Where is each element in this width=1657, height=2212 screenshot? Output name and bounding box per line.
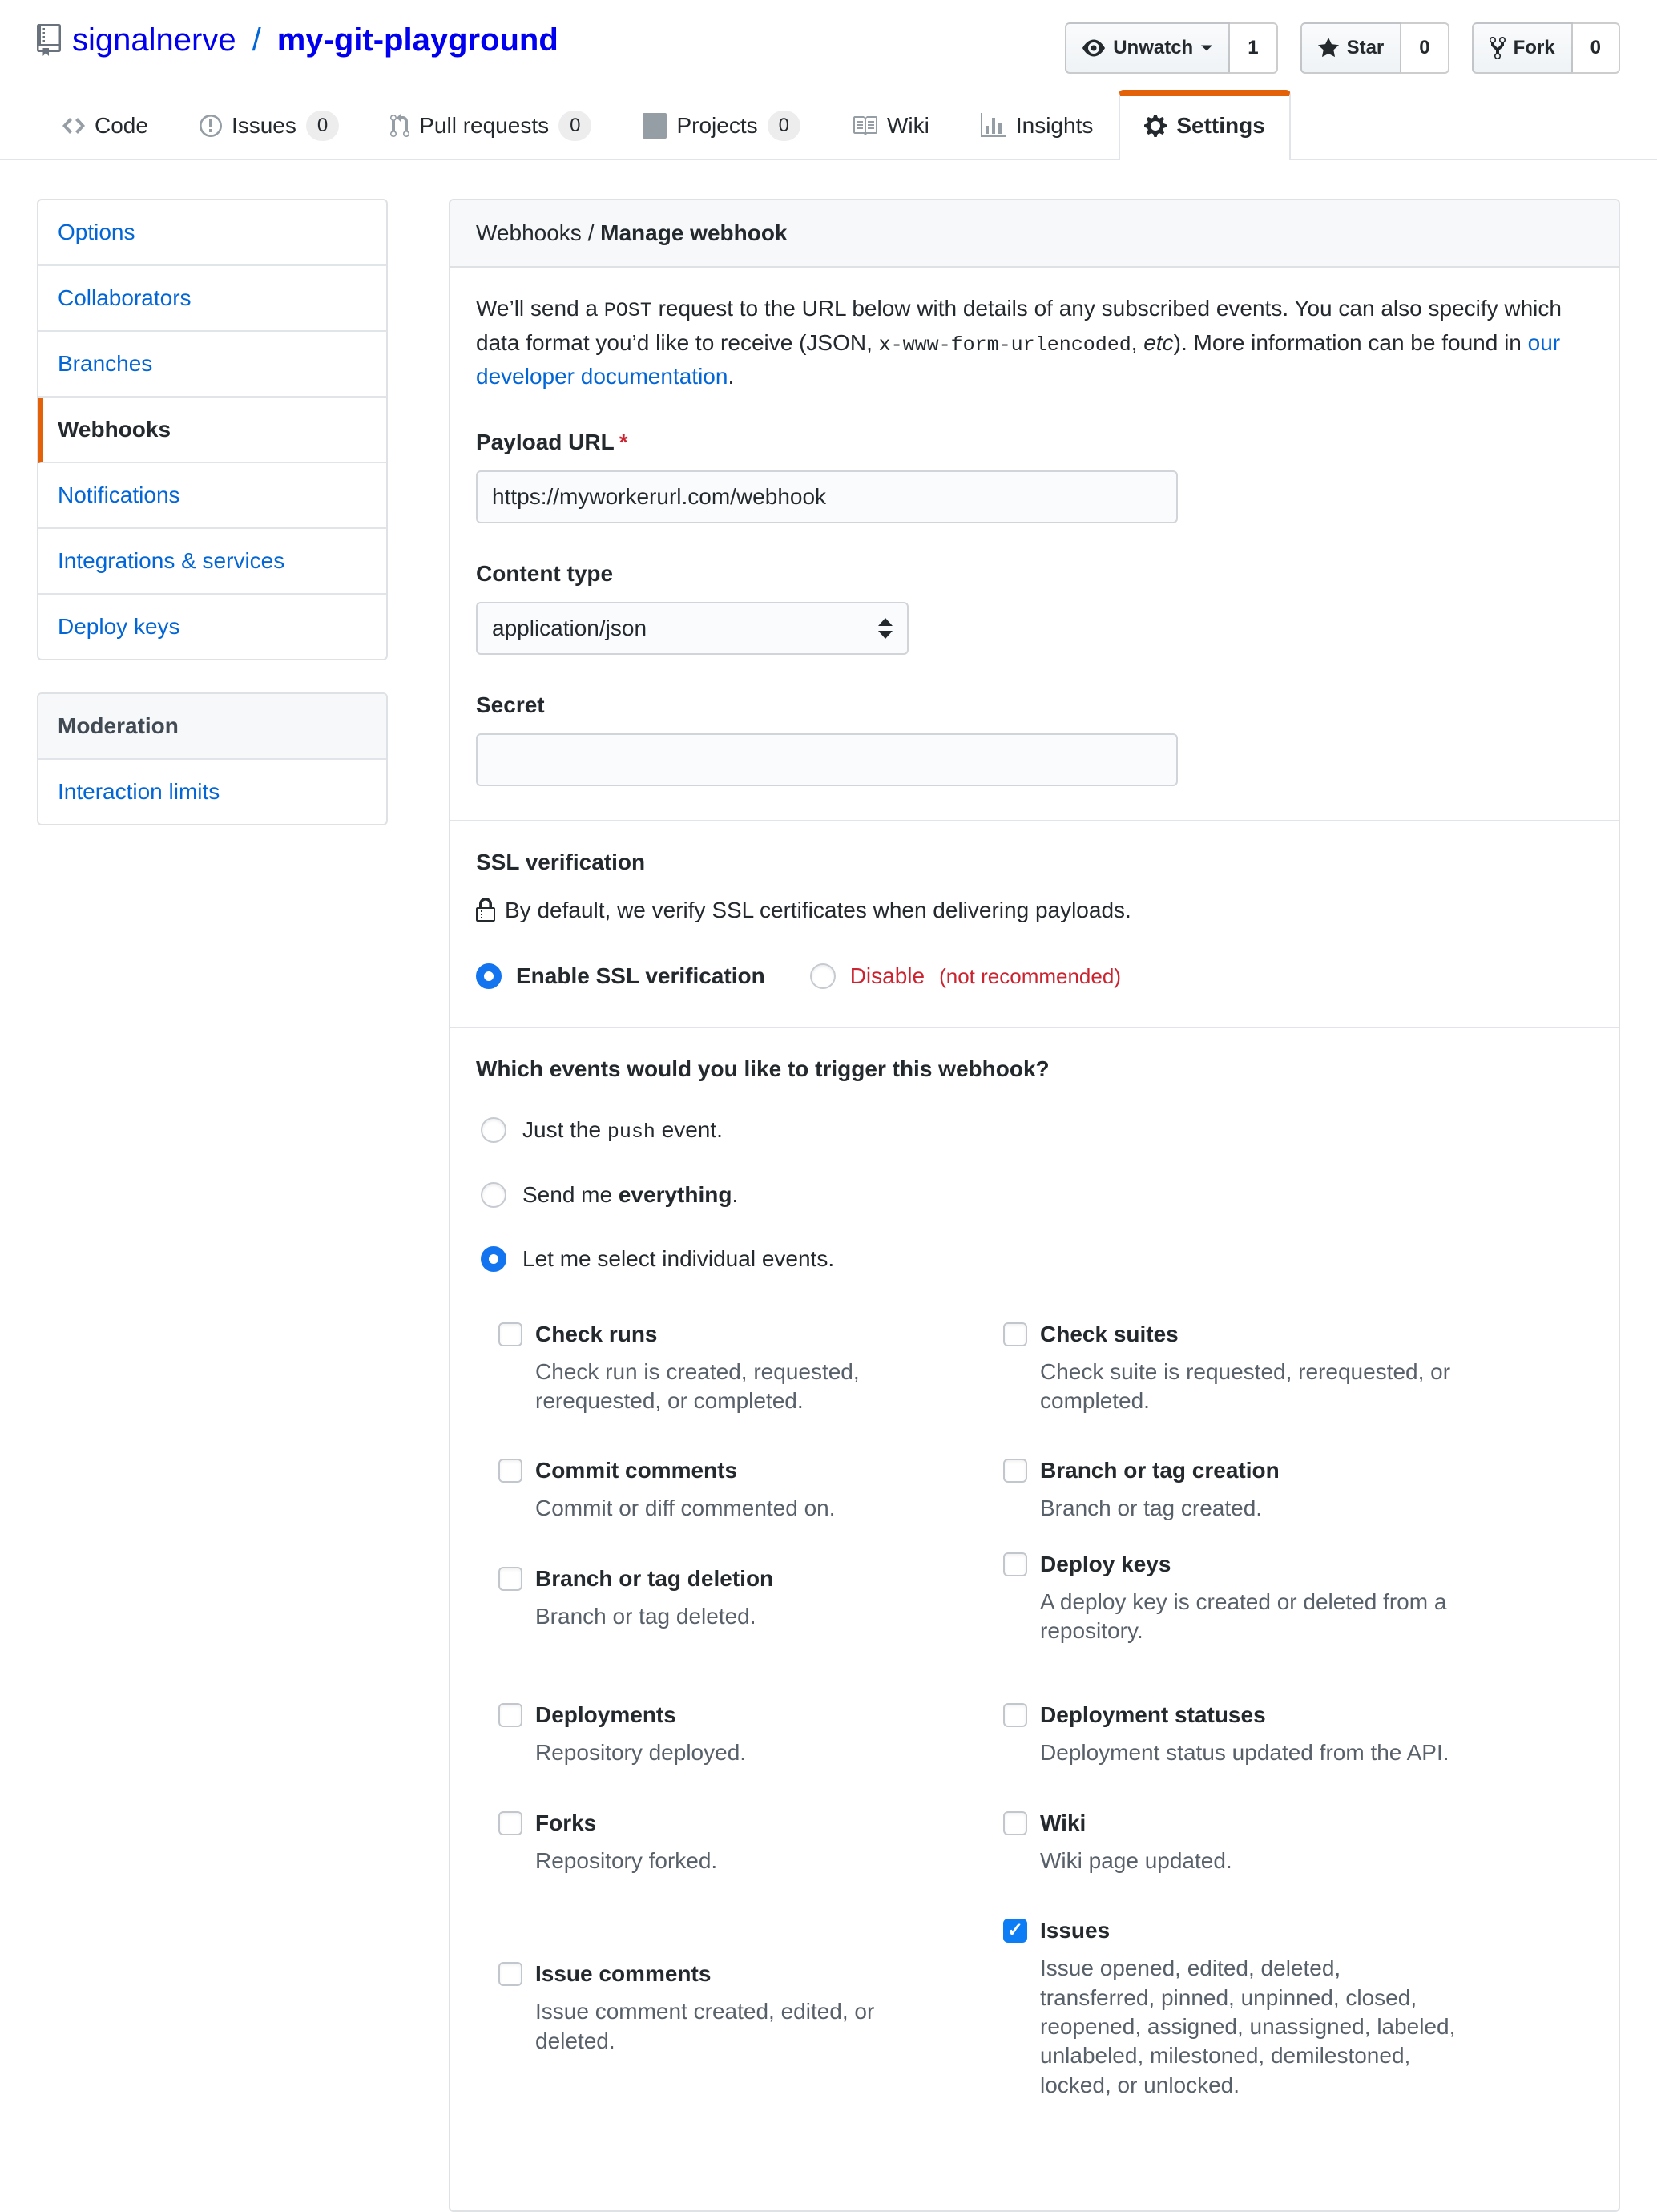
event-forks: Forks Repository forked.	[498, 1806, 1003, 1875]
settings-layout	[0, 160, 1657, 2212]
event-branch-tag-deletion: Branch or tag deletion Branch or tag deleted.	[498, 1562, 1003, 1661]
commit-comments-checkbox[interactable]	[498, 1459, 522, 1483]
event-grid	[498, 1318, 1593, 2101]
tab-wiki[interactable]	[826, 90, 955, 160]
tab-pull-requests[interactable]	[365, 90, 617, 160]
unwatch-label: Unwatch	[1113, 37, 1194, 59]
deployment-statuses-checkbox[interactable]	[1003, 1703, 1027, 1727]
branch-tag-creation-option[interactable]: Branch or tag creation	[1003, 1454, 1460, 1487]
sidebar-item-branches[interactable]: Branches	[38, 332, 386, 398]
gear-icon	[1144, 113, 1167, 139]
repo-title-separator: /	[252, 22, 261, 58]
webhook-card	[449, 199, 1620, 2212]
required-asterisk: *	[619, 430, 628, 454]
push-code: push	[607, 1120, 655, 1144]
check-suites-checkbox[interactable]	[1003, 1322, 1027, 1346]
events-question: Which events would you like to trigger this webhook?	[476, 1056, 1050, 1081]
issues-option[interactable]: ✓ Issues	[1003, 1914, 1460, 1948]
tab-insights[interactable]	[955, 90, 1119, 160]
code-icon	[62, 113, 85, 139]
check-runs-checkbox[interactable]	[498, 1322, 522, 1346]
deployments-option[interactable]: Deployments	[498, 1698, 955, 1732]
event-deployments: Deployments Repository deployed.	[498, 1698, 1003, 1767]
check-runs-option[interactable]: Check runs	[498, 1318, 955, 1351]
forks-checkbox[interactable]	[498, 1811, 522, 1835]
sidebar-item-interaction-limits[interactable]: Interaction limits	[58, 779, 220, 804]
watchers-count[interactable]: 1	[1230, 22, 1277, 74]
event-row	[498, 1454, 1593, 1523]
repo-nav	[0, 90, 1657, 160]
moderation-menu	[37, 692, 388, 825]
settings-menu	[37, 199, 388, 660]
send-everything-radio[interactable]	[481, 1182, 506, 1208]
fork-button-group	[1472, 22, 1620, 74]
graph-icon	[981, 113, 1006, 139]
events-section	[450, 1028, 1619, 2210]
select-individual-option[interactable]: Let me select individual events.	[481, 1242, 1593, 1276]
breadcrumb-current: Manage webhook	[600, 220, 788, 245]
select-individual-radio[interactable]	[481, 1246, 506, 1272]
tab-settings[interactable]	[1119, 90, 1290, 160]
select-arrows-icon	[878, 618, 893, 639]
post-code: POST	[603, 299, 652, 322]
event-row	[498, 1914, 1593, 2100]
sidebar-item-integrations[interactable]: Integrations & services	[38, 529, 386, 595]
event-branch-tag-creation: Branch or tag creation Branch or tag created.	[1003, 1454, 1508, 1523]
ssl-section	[450, 821, 1619, 1028]
event-issues: ✓ Issues Issue opened, edited, deleted, transferred, pinned, unpinned, closed, reopened, assigned, unassigned, labeled, unlabeled, milestoned, demilestoned, locked, or unlocked.	[1003, 1914, 1508, 2100]
secret-label: Secret	[476, 692, 545, 717]
event-deploy-keys: Deploy keys A deploy key is created or deleted from a repository.	[1003, 1548, 1508, 1646]
event-row	[498, 1698, 1593, 1767]
enable-ssl-option[interactable]	[476, 959, 765, 993]
fork-label: Fork	[1513, 37, 1555, 59]
pull-requests-counter: 0	[558, 111, 591, 140]
star-icon	[1318, 36, 1339, 60]
fork-button[interactable]	[1472, 22, 1573, 74]
sidebar-item-deploy-keys[interactable]: Deploy keys	[58, 614, 180, 639]
moderation-header: Moderation	[38, 694, 386, 760]
forks-count[interactable]: 0	[1573, 22, 1620, 74]
sidebar-item-webhooks[interactable]: Webhooks	[38, 398, 386, 463]
projects-counter: 0	[768, 111, 800, 140]
breadcrumb-section: Webhooks	[476, 220, 582, 245]
payload-url-label: Payload URL *	[476, 430, 628, 454]
payload-url-group	[476, 426, 1593, 523]
deploy-keys-checkbox[interactable]	[1003, 1552, 1027, 1576]
just-push-option[interactable]: Just the push event.	[481, 1113, 1593, 1148]
just-push-radio[interactable]	[481, 1117, 506, 1143]
unwatch-button[interactable]	[1065, 22, 1230, 74]
lock-icon	[476, 898, 495, 923]
tab-projects-label: Projects	[676, 113, 758, 138]
event-row	[498, 1318, 1593, 1416]
issue-comments-checkbox[interactable]	[498, 1962, 522, 1986]
intro-text: We’ll send a POST request to the URL below with details of any subscribed events. You can also specify which data format you’d like to receive (JSON, x-www-form-urlencoded, etc). More information can be found in our developer documentation.	[476, 296, 1562, 389]
watch-button-group	[1065, 22, 1277, 74]
tab-issues-label: Issues	[231, 113, 296, 138]
caret-down-icon	[1201, 45, 1212, 51]
deployments-checkbox[interactable]	[498, 1703, 522, 1727]
check-suites-option[interactable]: Check suites	[1003, 1318, 1460, 1351]
event-deployment-statuses: Deployment statuses Deployment status updated from the API.	[1003, 1698, 1508, 1767]
breadcrumb-separator: /	[581, 220, 601, 245]
event-check-runs: Check runs Check run is created, requested, rerequested, or completed.	[498, 1318, 1003, 1416]
issues-counter: 0	[306, 111, 339, 140]
payload-url-input[interactable]	[476, 470, 1178, 523]
forks-option[interactable]: Forks	[498, 1806, 955, 1840]
tab-wiki-label: Wiki	[886, 113, 929, 138]
repo-name-link[interactable]: my-git-playground	[276, 22, 558, 58]
project-icon	[643, 113, 667, 139]
settings-sidebar	[37, 199, 388, 825]
stars-count[interactable]: 0	[1401, 22, 1449, 74]
event-commit-comments: Commit comments Commit or diff commented on.	[498, 1454, 1003, 1523]
tab-code[interactable]	[37, 90, 174, 160]
issue-comments-option[interactable]: Issue comments	[498, 1957, 955, 1991]
book-icon	[852, 113, 877, 139]
event-check-suites: Check suites Check suite is requested, rerequested, or completed.	[1003, 1318, 1508, 1416]
secret-group	[476, 688, 1593, 786]
star-button-group	[1300, 22, 1449, 74]
urlencoded-code: x-www-form-urlencoded	[878, 333, 1131, 357]
disable-ssl-note: (not recommended)	[939, 963, 1121, 988]
ssl-radio-row	[476, 959, 1593, 993]
branch-tag-creation-checkbox[interactable]	[1003, 1459, 1027, 1483]
issues-checkbox[interactable]	[1003, 1919, 1027, 1943]
webhook-form-section	[450, 268, 1619, 821]
star-label: Star	[1346, 37, 1385, 59]
sidebar-item-options[interactable]: Options	[38, 200, 386, 266]
tab-issues[interactable]	[174, 90, 365, 160]
send-everything-option[interactable]: Send me everything.	[481, 1178, 1593, 1212]
repo-icon	[37, 24, 61, 56]
ssl-note: By default, we verify SSL certificates when delivering payloads.	[476, 894, 1593, 927]
wiki-option[interactable]: Wiki	[1003, 1806, 1460, 1840]
tab-settings-label: Settings	[1176, 113, 1265, 138]
sidebar-item-notifications[interactable]: Notifications	[38, 463, 386, 529]
fork-icon	[1490, 35, 1506, 61]
etc-text: etc	[1143, 329, 1174, 355]
content-type-group	[476, 557, 1593, 655]
branch-tag-deletion-option[interactable]: Branch or tag deletion	[498, 1562, 955, 1596]
eye-icon	[1082, 37, 1105, 59]
repo-title	[37, 21, 558, 59]
repo-actions	[1065, 21, 1620, 74]
tab-code-label: Code	[95, 113, 148, 138]
wiki-checkbox[interactable]	[1003, 1811, 1027, 1835]
secret-input[interactable]	[476, 733, 1178, 786]
event-wiki: Wiki Wiki page updated.	[1003, 1806, 1508, 1875]
content-type-label: Content type	[476, 561, 614, 586]
pull-request-icon	[390, 113, 409, 139]
event-row	[498, 1806, 1593, 1875]
page-header	[0, 0, 1657, 90]
ssl-title: SSL verification	[476, 850, 646, 874]
enable-ssl-radio[interactable]	[476, 963, 502, 989]
check-icon: ✓	[1006, 1919, 1024, 1942]
tab-pull-requests-label: Pull requests	[419, 113, 550, 138]
disable-ssl-option[interactable]	[810, 959, 1121, 993]
content-type-value: application/json	[492, 616, 647, 640]
event-row	[498, 1551, 1593, 1661]
disable-ssl-radio[interactable]	[810, 963, 836, 989]
deployment-statuses-option[interactable]: Deployment statuses	[1003, 1698, 1460, 1732]
enable-ssl-label: Enable SSL verification	[516, 963, 765, 988]
sidebar-item-collaborators[interactable]: Collaborators	[38, 266, 386, 332]
breadcrumb	[450, 200, 1619, 268]
star-button[interactable]	[1300, 22, 1402, 74]
developer-documentation-link[interactable]: our developer documentation	[476, 329, 1561, 389]
content-type-select[interactable]	[476, 602, 909, 655]
disable-ssl-label: Disable	[849, 963, 925, 988]
tab-insights-label: Insights	[1015, 113, 1094, 138]
deploy-keys-option[interactable]: Deploy keys	[1003, 1548, 1460, 1581]
issue-opened-icon	[200, 113, 222, 139]
repo-owner-link[interactable]: signalnerve	[72, 22, 236, 58]
commit-comments-option[interactable]: Commit comments	[498, 1454, 955, 1487]
branch-tag-deletion-checkbox[interactable]	[498, 1567, 522, 1591]
event-issue-comments: Issue comments Issue comment created, edited, or deleted.	[498, 1957, 1003, 2143]
tab-projects[interactable]	[617, 90, 826, 160]
